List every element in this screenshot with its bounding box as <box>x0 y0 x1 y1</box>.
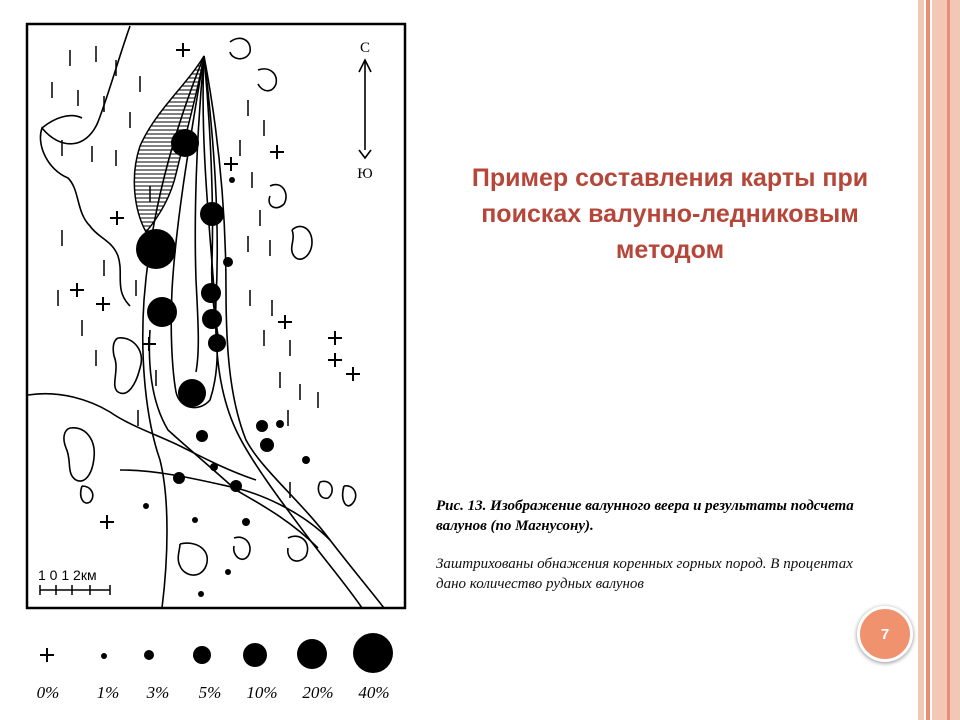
scale-bar <box>40 585 110 595</box>
decor-stripe <box>947 0 950 720</box>
figure-note: Заштрихованы обнажения коренных горных пород. В процентах дано количество рудных валунов <box>436 556 853 592</box>
figure-caption: Рис. 13. Изображение валунного веера и результаты подсчета валунов (по Магнусону). <box>436 498 854 534</box>
decor-stripe <box>918 0 924 720</box>
decor-stripe <box>926 0 930 720</box>
legend-label: 5% <box>198 683 222 702</box>
legend-dot-5 <box>193 646 211 664</box>
legend-symbols <box>40 633 393 673</box>
legend-label: 40% <box>358 683 390 702</box>
legend-label: 3% <box>146 683 170 702</box>
compass-arrow-icon <box>359 60 371 158</box>
legend-dot-40 <box>353 633 393 673</box>
legend-label: 1% <box>96 683 120 702</box>
legend-dot-3 <box>144 650 154 660</box>
legend-plus-icon <box>40 648 54 662</box>
legend-label: 20% <box>302 683 334 702</box>
legend-dot-1 <box>101 653 107 659</box>
legend-dot-20 <box>297 639 327 669</box>
legend-label: 10% <box>246 683 278 702</box>
boulder-fan-map <box>0 0 420 720</box>
compass-south-label: Ю <box>357 166 373 182</box>
legend-dot-10 <box>243 643 267 667</box>
slide-title: Пример составления карты при поисках валунно-ледниковым методом <box>471 164 869 264</box>
page-number-badge: 7 <box>857 606 913 662</box>
decor-stripe <box>932 0 960 720</box>
compass-north-label: С <box>359 40 371 56</box>
legend-label: 0% <box>36 683 60 702</box>
scale-label: 1 0 1 2км <box>38 567 97 583</box>
